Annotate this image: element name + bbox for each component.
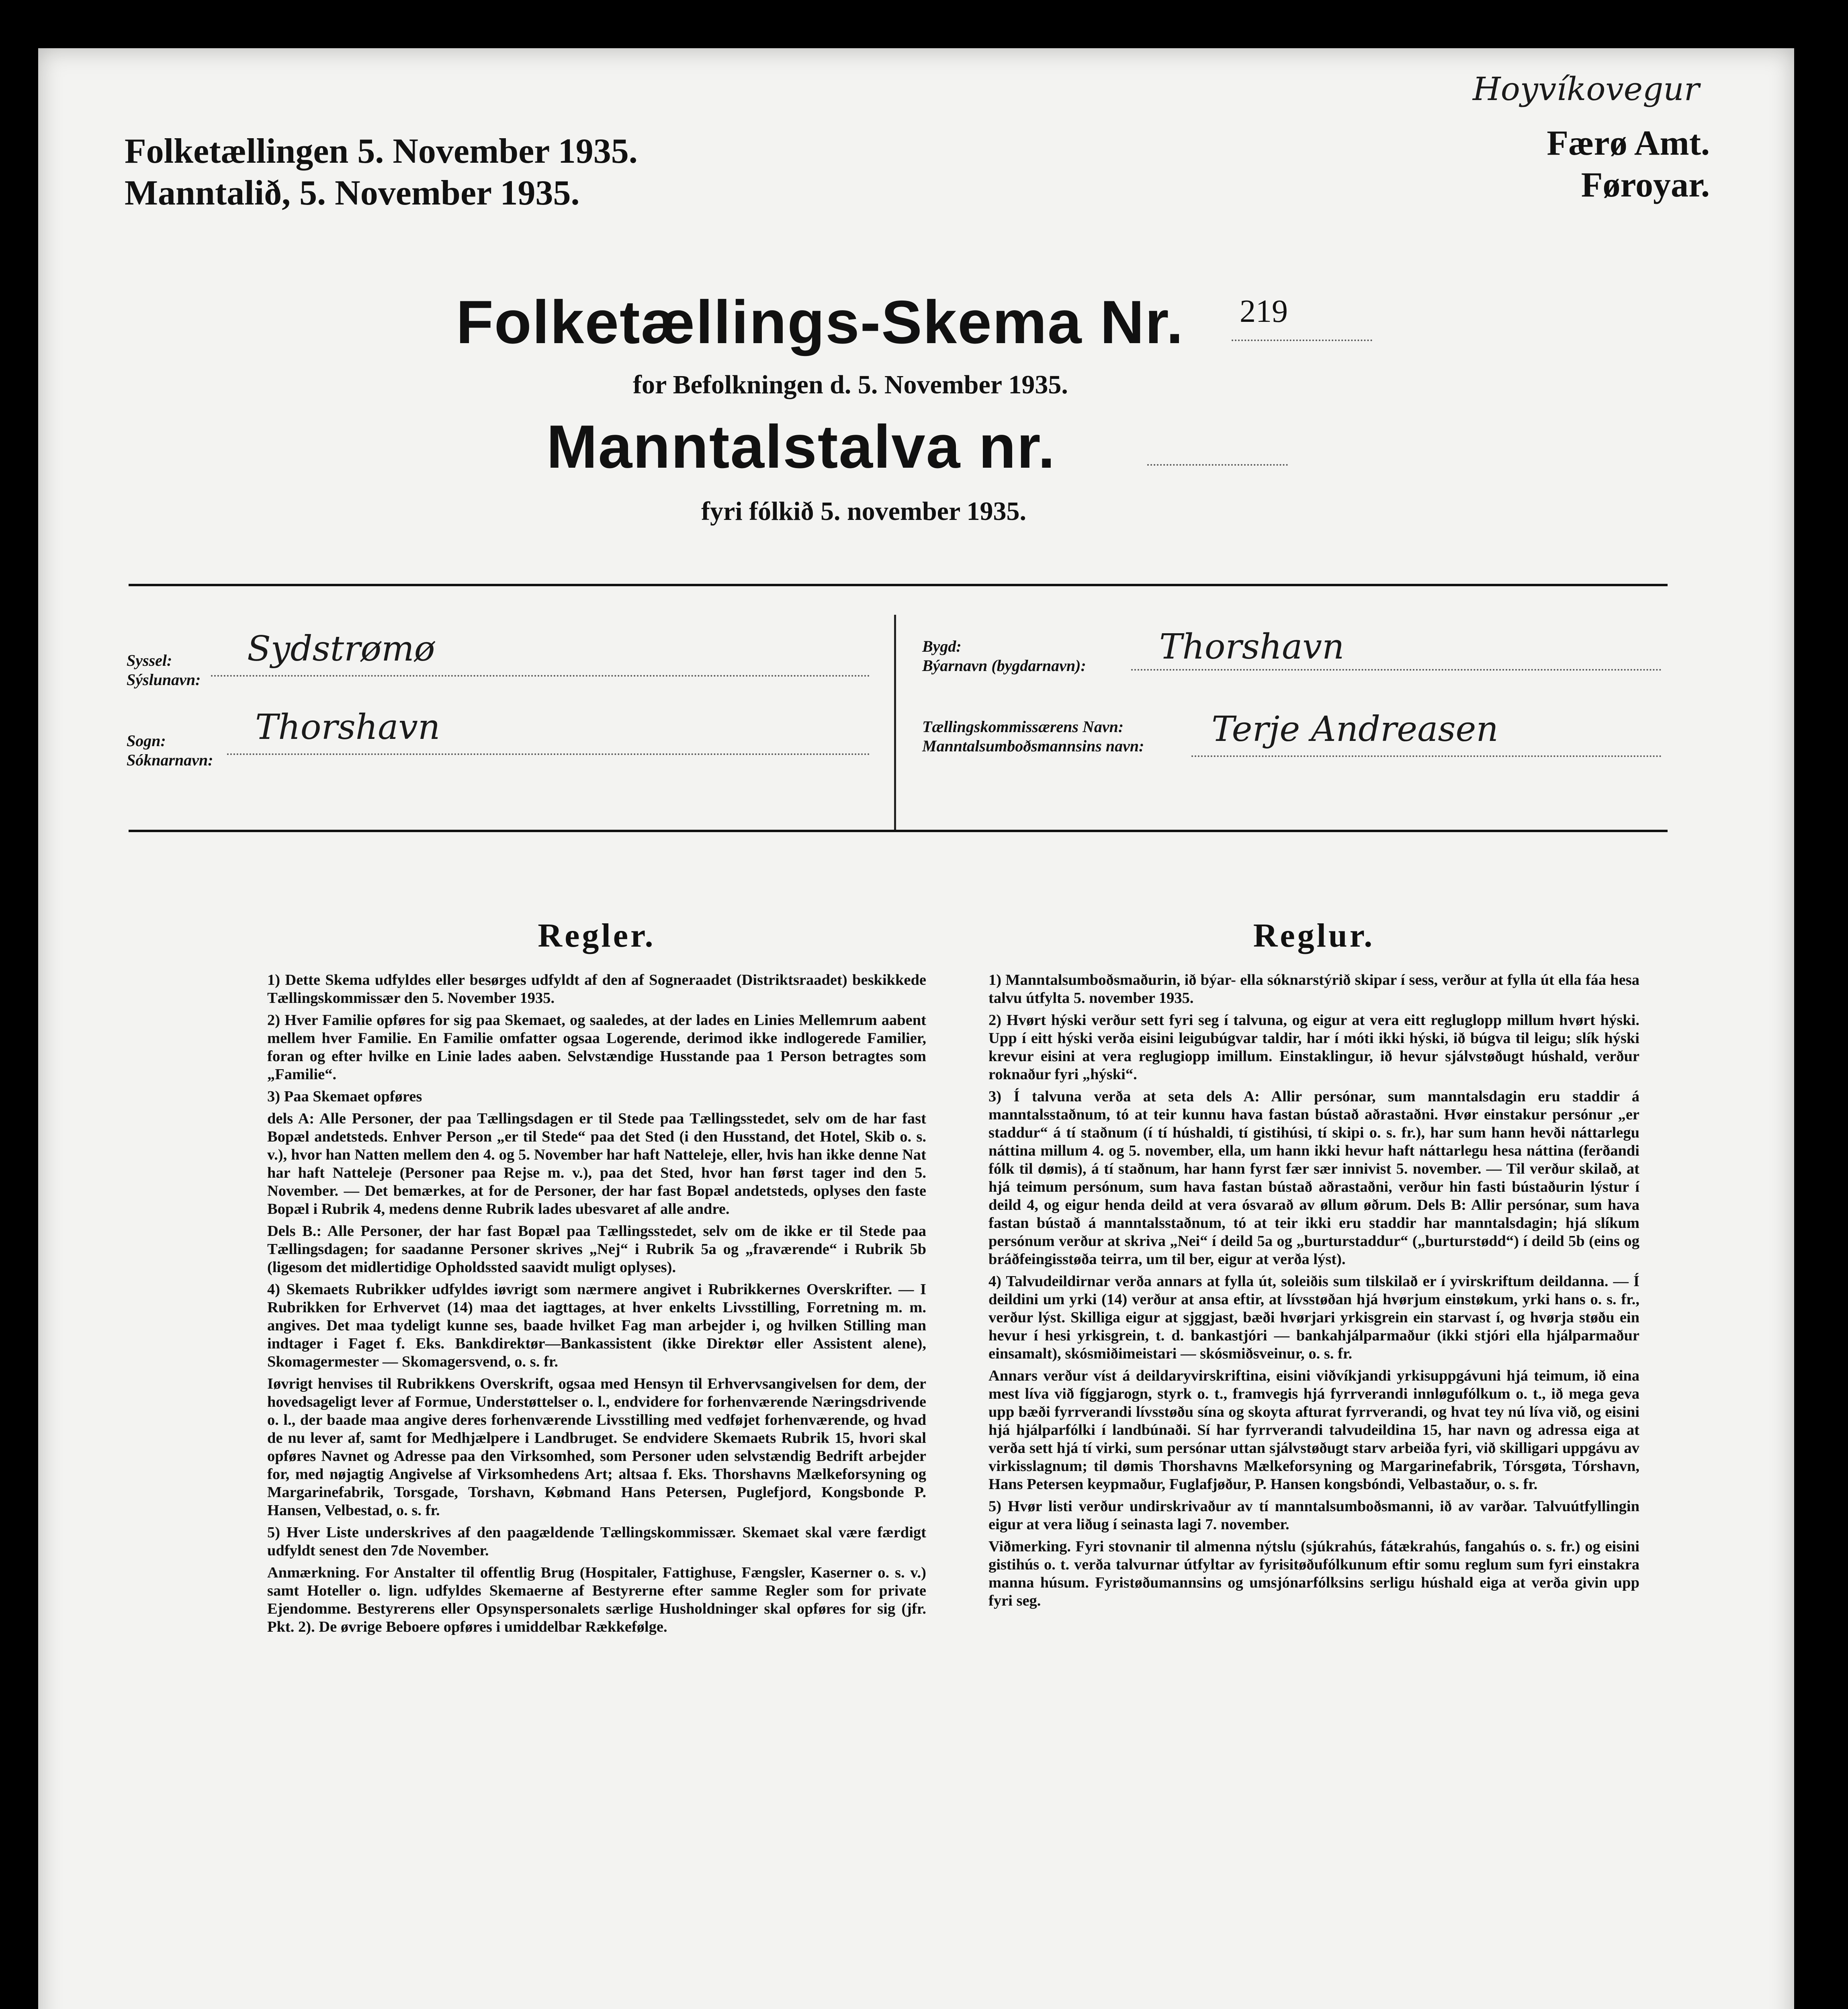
- rules-fo-paragraph: 5) Hvør listi verður undirskrivaður av tí manntalsumboðsmanni, ið av varðar. Talvuútfyllingin eigur at vera liðug í seinasta lagi 7. november.: [988, 1498, 1639, 1533]
- rules-fo-paragraph: 4) Talvudeildirnar verða annars at fylla út, soleiðis sum tilskilað er í yvirskriftum deildanna. — Í deildini um yrki (14) verður at ansa eftir, at lívsstøðan hjá hvørjum einstøkum, yrki hans o. s. fr., verður lýst. Skilliga eigur at sjggjast, bæði hvørjari yrkisgrein ein starvast í, og hvørja støðu ein hevur í hesi yrkisgrein, t. d. bankastjóri — bankahjálparmaður (ikki stjóri ella hjálparmaður einsamalt), skósmiðimeistari — skósmiðsveinur, o. s. fr.: [988, 1273, 1639, 1362]
- form-title: Folketællings-Skema Nr.: [456, 288, 1184, 356]
- syssel-label: Syssel: Sýslunavn:: [127, 651, 201, 689]
- rules-da-heading: Regler.: [538, 917, 656, 954]
- bygd-line: [1131, 669, 1662, 671]
- form-subtitle-da: for Befolkningen d. 5. November 1935.: [633, 370, 1068, 399]
- rules-da-paragraph: 1) Dette Skema udfyldes eller besørges udfyldt af den af Sogneraadet (Distriktsraadet) beskikkede Tællingskommissær den 5. November 1935.: [267, 972, 926, 1007]
- form-title-fo-line: [1147, 464, 1288, 466]
- header-left: [125, 131, 638, 214]
- kommissaer-value: Terje Andreasen: [1212, 709, 1498, 749]
- syssel-value: Sydstrømø: [247, 629, 435, 669]
- rules-da-paragraph: Dels B.: Alle Personer, der har fast Bopæl paa Tællingsstedet, selv om de ikke er til Stede paa Tællingsdagen; for saadanne Personer skrives „Nej“ i Rubrik 5a og „fraværende“ i Rubrik 5b (ligesom det midlertidige Opholdssted saavidt muligt oplyses).: [267, 1223, 926, 1276]
- rules-da-paragraph: 5) Hver Liste underskrives af den paagældende Tællingskommissær. Skemaet skal være færdigt udfyldt senest den 7de November.: [267, 1524, 926, 1559]
- bottom-rule: [129, 830, 1668, 832]
- rules-fo-paragraph: Annars verður víst á deildaryvirskriftina, eisini viðvíkjandi yrkisuppgávuni hjá teimum, ið eina mest líva við fíggjarogn, styrk o. t., framvegis hjá fyrrverandi innløgufólkum o. t., ið mega geva upp bæði fyrrverandi lívsstøðu sína og skoyta afturat fyrrverandi, og hvat tey nú líva við, og eisini hjá hjálparfólki í landbúnaði. Sí har fyrrverandi talvudeildina 15, har navn og adressa eiga at verða sett hjá tí virki, sum persónar uttan sjálvstøðugt starv arbeiða fyri, við skilligari uppgávu av virkisslagnum; til dømis Thorshavns Mælkeforsyning og Margarinefabrik, Tórsgøta, Tórshavn, Hans Petersen keypmaður, Fuglafjøður, P. Hansen kongsbóndi, Velbastaður, o. s. fr.: [988, 1367, 1639, 1493]
- form-title-fo: Manntalstalva nr.: [546, 413, 1056, 481]
- rules-da-paragraph: dels A: Alle Personer, der paa Tællingsdagen er til Stede paa Tællingsstedet, selv om de har fast Bopæl andetsteds. Enhver Person „er til Stede“ paa det Sted (i den Husstand, det Hotel, Skib o. s. v.), hvor han Natten mellem den 4. og 5. November har haft Natteleje, eller, hvis han ikke denne Nat har haft Natteleje (Personer paa Rejse m. v.), paa det Sted, hvor han først tager ind den 5. November. — Det bemærkes, at for de Personer, der har fast Bopæl andetsteds, oplyses den faste Bopæl i Rubrik 4, medens denne Rubrik lades ubesvaret af alle andre.: [267, 1110, 926, 1217]
- rules-fo-paragraph: 3) Í talvuna verða at seta dels A: Allir persónar, sum manntalsdagin eru staddir á manntalsstaðnum, tó at teir kunnu hava fastan bústað aðrastaðni. Hvør einstakur persónur „er staddur“ á tí staðnum (í tí húshaldi, tí gistihúsi, tí skipi o. s. fr.), har sum hann hevði náttarlegu náttina millum 4. og 5. november, ella, um hann ikki hevur haft náttarlegu hesa náttina (ferðandi fólk til dømis), á tí staðnum, har hann fyrst fær sær innivist 5. november. — Til verður skilað, at hjá teimum persónum, sum hava fastan bústað aðrastaðni, verður hin fasti bústaðurin lýstur í deild 4, og eigur henda deild at vera ósvarað av øllum øðrum. Dels B: Allir persónar, sum hava fastan bústað á manntalsstaðnum, tó at teir ikki eru staddir har manntalsdagin; hjá slíkum persónum verður at skriva „Nei“ í deild 5a og „burturstaddur“ („burturstødd“) í deild 5b (eins og bráðfeingisstøða teirra, um til ber, eigur at verða lýst).: [988, 1088, 1639, 1268]
- rules-da-note: Anmærkning. For Anstalter til offentlig Brug (Hospitaler, Fattighuse, Fængsler, Kaserner o. s. v.) samt Hoteller o. lign. udfyldes Skemaerne af Bestyrerne efter samme Regler som for private Ejendomme. Bestyrerens eller Opsynspersonalets særlige Husholdninger skal opføres for sig (jfr. Pkt. 2). De øvrige Beboere opføres i umiddelbar Rækkefølge.: [267, 1564, 926, 1635]
- header-foroyar: Føroyar.: [1581, 166, 1710, 205]
- sogn-line: [227, 753, 870, 755]
- form-number-line: [1232, 340, 1372, 341]
- rules-fo-paragraph: 1) Manntalsumboðsmaðurin, ið býar- ella sóknarstýrið skipar í sess, verður at fylla út ella fáa hesa talvu útfylta 5. november 1935.: [988, 972, 1639, 1007]
- rules-da-paragraph: 2) Hver Familie opføres for sig paa Skemaet, og saaledes, at der lades en Linies Mellemrum aabent mellem hver Familie. En Familie omfatter ogsaa Logerende, derimod ikke indlogerede Familier, foran og efter hvilke en Linie lades aaben. Selvstændige Husstande paa 1 Person betragtes som „Familie“.: [267, 1012, 926, 1083]
- field-divider: [894, 615, 896, 832]
- rules-fo-paragraph: 2) Hvørt hýski verður sett fyri seg í talvuna, og eigur at vera eitt regluglopp millum hvørt hýski. Upp í eitt hýski verða eisini leigubúgvar taldir, har í móti ikki hýski, ið búgva til leigu; slík hýski krevur eisini at vera reglugiopp imillum. Einstaklingur, ið hevur sjálvstøðugt húshald, verður roknaður fyri „hýski“.: [988, 1012, 1639, 1083]
- header-line-da: Folketællingen 5. November 1935.: [125, 132, 638, 171]
- bygd-value: Thorshavn: [1159, 627, 1345, 667]
- header-line-fo: Manntalið, 5. November 1935.: [125, 174, 580, 213]
- kommissaer-line: [1191, 755, 1662, 757]
- rules-fo-heading: Reglur.: [1253, 917, 1375, 954]
- form-subtitle-fo: fyri fólkið 5. november 1935.: [701, 497, 1027, 526]
- census-form-page: [38, 48, 1794, 2009]
- header-amt: Færø Amt.: [1547, 124, 1710, 163]
- bygd-label: Bygd: Býarnavn (bygdarnavn):: [922, 637, 1086, 675]
- form-number: 219: [1240, 294, 1288, 329]
- top-rule: [129, 584, 1668, 586]
- rules-fo-note: Viðmerking. Fyri stovnanir til almenna nýtslu (sjúkrahús, fátækrahús, fangahús o. s. fr.) og eisini gistihús o. t. verða talvurnar útfyltar av fyrisitøðufólkunum eftir somu reglum sum fyri einstakra manna húsum. Fyristøðumannsins og umsjónarfólksins serligu húshald eiga at verða givin upp fyri seg.: [988, 1538, 1639, 1609]
- rules-fo: [988, 916, 1639, 1614]
- rules-da-paragraph: 4) Skemaets Rubrikker udfyldes iøvrigt som nærmere angivet i Rubrikkernes Overskrifter. — I Rubrikken for Erhvervet (14) maa det iagttages, at hver enkelts Livsstilling, Forretning m. m. angives. Det maa tydeligt kunne ses, baade hvilket Fag man arbejder i, og hvilken Stilling man indtager i Faget f. Eks. Bankdirektør—Bankassistent (ikke Direktør eller Assistent alene), Skomagermester — Skomagersvend, o. s. fr.: [267, 1281, 926, 1370]
- sogn-value: Thorshavn: [255, 707, 440, 747]
- kommissaer-label: Tællingskommissærens Navn: Manntalsumboðsmannsins navn:: [922, 718, 1144, 755]
- handwritten-note: Hoyvíkovegur: [1473, 70, 1700, 108]
- rules-da-paragraph: Iøvrigt henvises til Rubrikkens Overskrift, ogsaa med Hensyn til Erhvervsangivelsen for dem, der hovedsageligt lever af Formue, Understøttelser o. l., endvidere for forhenværende Næringsdrivende o. l., der baade maa angive deres forhenværende Livsstilling med vedføjet forhenværende, og hvad de nu lever af, samt for Medhjælpere i Landbruget. Se endvidere Skemaets Rubrik 15, hvori skal opføres Navnet og Adresse paa den Virksomhed, som Personer uden selvstændig Bedrift arbejder for, med nøjagtig Angivelse af Virksomhedens Art; altsaa f. Eks. Thorshavns Mælkeforsyning og Margarinefabrik, Torsgade, Torshavn, Købmand Hans Petersen, Puglefjord, Kongsbonde P. Hansen, Velbestad, o. s. fr.: [267, 1375, 926, 1519]
- syssel-line: [211, 675, 870, 677]
- header-right: [1477, 123, 1710, 206]
- sogn-label: Sogn: Sóknarnavn:: [127, 732, 213, 769]
- rules-da-paragraph: 3) Paa Skemaet opføres: [267, 1088, 422, 1105]
- rules-da: [267, 916, 926, 1640]
